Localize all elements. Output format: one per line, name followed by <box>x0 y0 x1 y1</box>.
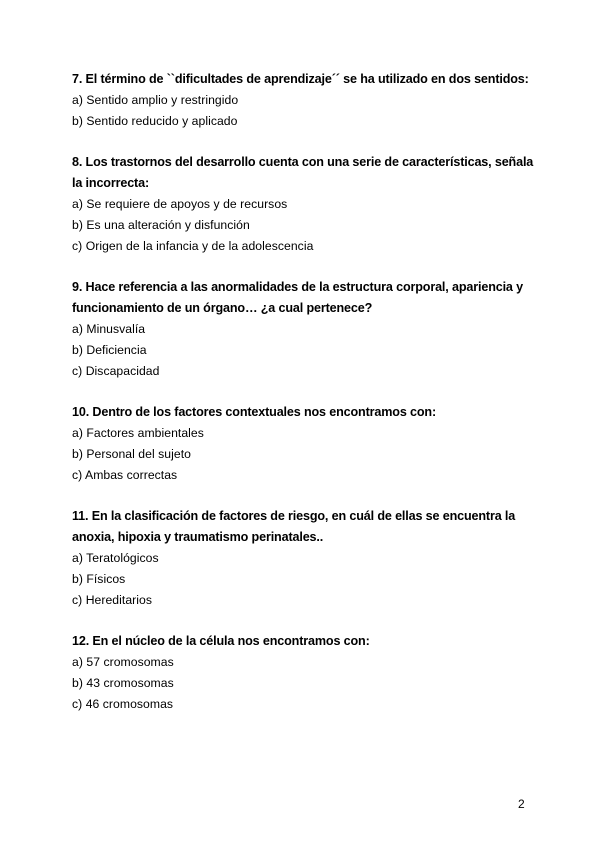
question-9 <box>72 277 542 382</box>
answer-option: b) Personal del sujeto <box>72 447 191 461</box>
question-title: 7. El término de ``dificultades de aprendizaje´´ se ha utilizado en dos sentidos: <box>72 72 529 86</box>
answer-option: c) Hereditarios <box>72 593 152 607</box>
answer-option: a) 57 cromosomas <box>72 655 174 669</box>
question-title: 8. Los trastornos del desarrollo cuenta con una serie de características, señala la incorrecta: <box>72 155 534 190</box>
answer-options <box>72 319 542 382</box>
question-10 <box>72 402 542 486</box>
answer-option: c) Discapacidad <box>72 364 160 378</box>
answer-option: b) Es una alteración y disfunción <box>72 218 250 232</box>
answer-option: b) Sentido reducido y aplicado <box>72 114 238 128</box>
question-title: 11. En la clasificación de factores de riesgo, en cuál de ellas se encuentra la anoxia, hipoxia y traumatismo perinatales.. <box>72 509 516 544</box>
question-title: 9. Hace referencia a las anormalidades de la estructura corporal, apariencia y funcionamiento de un órgano… ¿a cual pertenece? <box>72 280 523 315</box>
answer-option: b) 43 cromosomas <box>72 676 174 690</box>
answer-option: c) Ambas correctas <box>72 468 178 482</box>
question-title: 10. Dentro de los factores contextuales nos encontramos con: <box>72 405 437 419</box>
answer-options <box>72 423 542 486</box>
question-title: 12. En el núcleo de la célula nos encontramos con: <box>72 634 370 648</box>
question-12 <box>72 631 542 715</box>
page-number: 2 <box>518 797 525 811</box>
answer-option: a) Factores ambientales <box>72 426 204 440</box>
answer-options <box>72 652 542 715</box>
answer-options <box>72 90 542 132</box>
answer-option: a) Minusvalía <box>72 322 146 336</box>
question-11 <box>72 506 542 611</box>
answer-option: a) Se requiere de apoyos y de recursos <box>72 197 288 211</box>
question-8 <box>72 152 542 257</box>
answer-option: a) Teratológicos <box>72 551 159 565</box>
answer-option: c) Origen de la infancia y de la adolescencia <box>72 239 314 253</box>
answer-option: c) 46 cromosomas <box>72 697 174 711</box>
question-list <box>72 69 542 735</box>
answer-option: b) Físicos <box>72 572 126 586</box>
answer-options <box>72 194 542 257</box>
answer-option: a) Sentido amplio y restringido <box>72 93 239 107</box>
answer-options <box>72 548 542 611</box>
question-7 <box>72 69 542 132</box>
answer-option: b) Deficiencia <box>72 343 147 357</box>
